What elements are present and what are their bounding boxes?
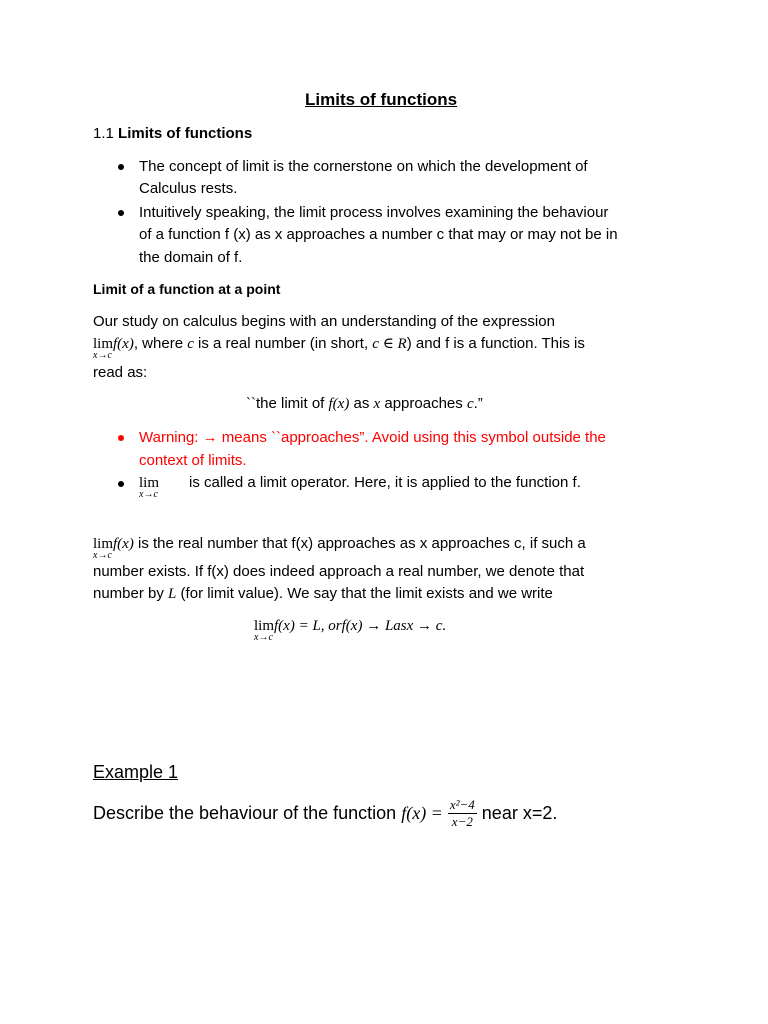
text-run: is a real number (in short,: [193, 335, 373, 352]
lim-subscript: x→c: [139, 489, 158, 500]
warning-text: Warning: → means ``approaches”. Avoid using this symbol outside the: [139, 429, 606, 446]
limit-operator: [93, 336, 114, 361]
bullet-dot: [118, 210, 124, 216]
text-run: ``the limit of: [246, 395, 329, 412]
paragraph-line: number exists. If f(x) does indeed approach a real number, we denote that: [93, 563, 585, 580]
paragraph-line: read as:: [93, 364, 148, 381]
example-statement: [93, 797, 557, 830]
math-variable: L: [168, 586, 177, 602]
text-run: number by: [93, 585, 169, 602]
text-run: near x=2.: [476, 803, 558, 823]
operator-bullet: [139, 474, 160, 500]
bullet-text: The concept of limit is the cornerstone on which the development of: [139, 158, 588, 175]
math-expression: c ∈ R: [372, 336, 407, 352]
example-heading: Example 1: [93, 762, 179, 782]
text-run: Describe the behaviour of the function: [93, 803, 402, 823]
quoted-reading: [246, 395, 483, 413]
fraction: [448, 797, 477, 830]
lim-subscript: x→c: [254, 632, 273, 643]
fraction-numerator: x²−4: [449, 797, 475, 812]
bullet-dot: [118, 481, 124, 487]
text-run: approaches: [380, 395, 467, 412]
lim-text: lim: [139, 475, 160, 491]
section-number: 1.1: [93, 125, 114, 142]
equation-body: f(x) = L, orf(x) → Lasx → c.: [274, 618, 447, 634]
function-expression: f(x): [113, 536, 134, 552]
text-run: is the real number that f(x) approaches as x approaches c, if such a: [133, 535, 586, 552]
math-variable: c: [187, 336, 194, 352]
paragraph-line: Our study on calculus begins with an understanding of the expression: [93, 313, 555, 330]
bullet-text: Calculus rests.: [139, 180, 238, 197]
lim-text: lim: [93, 336, 114, 352]
text-run: .”: [473, 395, 483, 412]
function-expression: f(x): [113, 336, 134, 352]
lim-text: lim: [254, 618, 275, 634]
text-run: ) and f is a function. This is: [406, 335, 585, 352]
warning-text: context of limits.: [139, 452, 247, 469]
bullet-text: Intuitively speaking, the limit process involves examining the behaviour: [139, 204, 609, 221]
limit-operator: [139, 475, 160, 500]
subheading: Limit of a function at a point: [93, 281, 281, 297]
limit-operator: [93, 536, 114, 561]
lim-text: lim: [93, 536, 114, 552]
function-expression: f(x): [328, 396, 350, 412]
math-variable: c: [466, 396, 474, 412]
paragraph-line: [93, 585, 553, 603]
bullet-text: of a function f (x) as x approaches a number c that may or may not be in: [139, 226, 618, 243]
section-heading: [93, 125, 252, 142]
bullet-dot: [118, 435, 124, 441]
paragraph-line: [93, 334, 585, 361]
text-run: as: [349, 395, 374, 412]
math-variable: x: [373, 396, 381, 412]
lim-subscript: x→c: [93, 550, 112, 561]
display-equation: [254, 617, 447, 643]
fraction-denominator: x−2: [451, 814, 473, 829]
limit-operator: [254, 618, 275, 643]
paragraph-line: [93, 535, 586, 561]
section-title: Limits of functions: [118, 125, 253, 142]
document-title: Limits of functions: [305, 90, 458, 109]
bullet-text: the domain of f.: [139, 249, 243, 266]
bullet-dot: [118, 164, 124, 170]
lim-subscript: x→c: [93, 350, 112, 361]
bullet-text: is called a limit operator. Here, it is applied to the function f.: [189, 474, 581, 491]
text-run: (for limit value). We say that the limit exists and we write: [176, 585, 553, 602]
text-run: , where: [133, 335, 188, 352]
function-expression: f(x) =: [401, 803, 443, 823]
